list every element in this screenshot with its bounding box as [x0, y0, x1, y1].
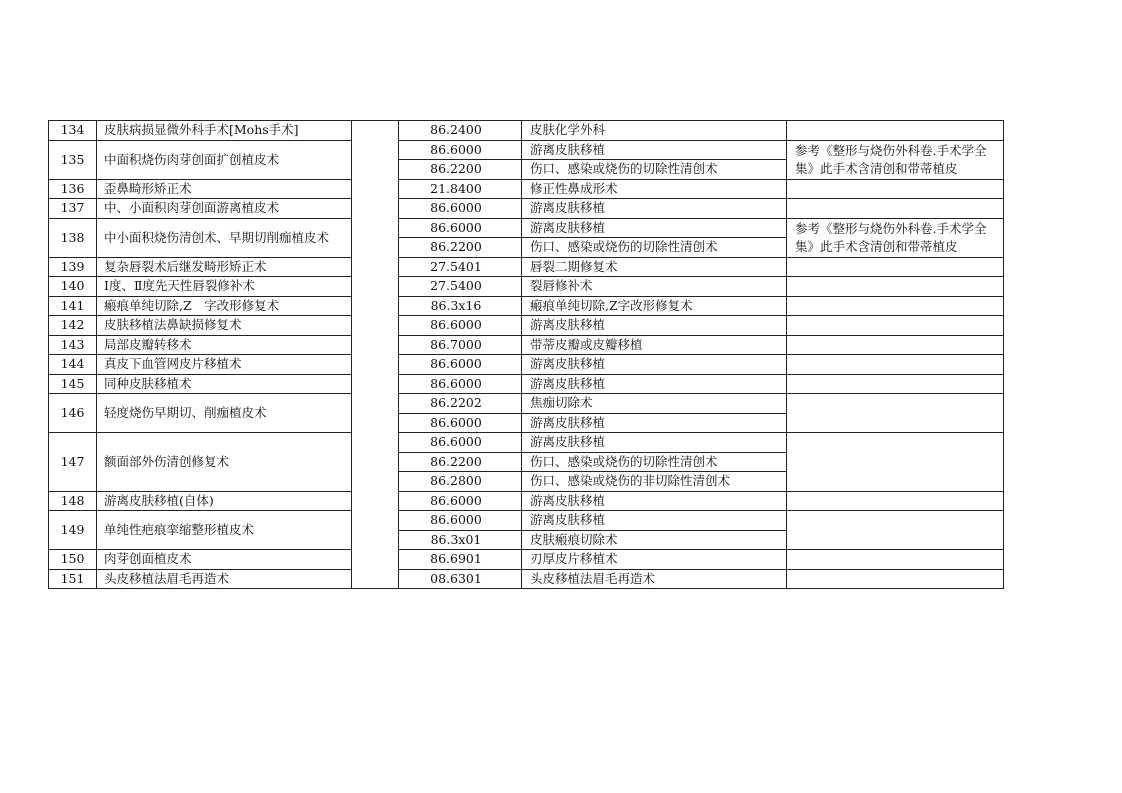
row-number: 143 [49, 335, 97, 355]
procedure-name: 同种皮肤移植术 [97, 374, 352, 394]
table-row [49, 218, 1004, 238]
row-number: 146 [49, 394, 97, 433]
icd-code: 27.5401 [399, 257, 522, 277]
icd-description: 游离皮肤移植 [522, 374, 787, 394]
remark [787, 550, 1004, 570]
table-row [49, 355, 1004, 375]
icd-code: 86.6000 [399, 316, 522, 336]
procedure-name: 额面部外伤清创修复术 [97, 433, 352, 492]
row-number: 148 [49, 491, 97, 511]
table-row [49, 511, 1004, 531]
table-row [49, 491, 1004, 511]
icd-code: 86.6000 [399, 374, 522, 394]
remark [787, 121, 1004, 141]
procedure-name: 真皮下血管网皮片移植术 [97, 355, 352, 375]
icd-code: 86.7000 [399, 335, 522, 355]
icd-code: 86.2200 [399, 452, 522, 472]
procedure-name: 复杂唇裂术后继发畸形矫正术 [97, 257, 352, 277]
icd-description: 伤口、感染或烧伤的切除性清创术 [522, 238, 787, 258]
row-number: 138 [49, 218, 97, 257]
table-row [49, 550, 1004, 570]
table-row [49, 179, 1004, 199]
icd-description: 游离皮肤移植 [522, 511, 787, 531]
icd-description: 头皮移植法眉毛再造术 [522, 569, 787, 589]
remark [787, 569, 1004, 589]
procedure-name: 游离皮肤移植(自体) [97, 491, 352, 511]
remark [787, 374, 1004, 394]
icd-description: 游离皮肤移植 [522, 199, 787, 219]
procedure-name: 皮肤移植法鼻缺损修复术 [97, 316, 352, 336]
icd-description: 皮肤化学外科 [522, 121, 787, 141]
procedure-name: Ⅰ度、Ⅱ度先天性唇裂修补术 [97, 277, 352, 297]
table-row [49, 374, 1004, 394]
icd-description: 游离皮肤移植 [522, 140, 787, 160]
row-number: 140 [49, 277, 97, 297]
procedure-name: 轻度烧伤早期切、削痂植皮术 [97, 394, 352, 433]
icd-code: 86.6000 [399, 218, 522, 238]
procedure-name: 中面积烧伤肉芽创面扩创植皮术 [97, 140, 352, 179]
row-number: 141 [49, 296, 97, 316]
table-row [49, 140, 1004, 160]
table-row [49, 316, 1004, 336]
procedure-name: 瘢痕单纯切除,Z 字改形修复术 [97, 296, 352, 316]
remark [787, 491, 1004, 511]
row-number: 139 [49, 257, 97, 277]
remark [787, 199, 1004, 219]
table-row [49, 296, 1004, 316]
row-number: 135 [49, 140, 97, 179]
icd-code: 86.6000 [399, 433, 522, 453]
table-row [49, 569, 1004, 589]
remark [787, 179, 1004, 199]
table-row [49, 433, 1004, 453]
icd-description: 修正性鼻成形术 [522, 179, 787, 199]
icd-code: 86.6000 [399, 413, 522, 433]
row-number: 149 [49, 511, 97, 550]
remark [787, 355, 1004, 375]
remark: 参考《整形与烧伤外科卷.手术学全集》此手术含清创和带蒂植皮 [787, 140, 1004, 179]
icd-description: 游离皮肤移植 [522, 433, 787, 453]
table-row [49, 277, 1004, 297]
icd-code: 86.3x01 [399, 530, 522, 550]
icd-description: 游离皮肤移植 [522, 413, 787, 433]
icd-code: 86.6000 [399, 355, 522, 375]
icd-code: 08.6301 [399, 569, 522, 589]
icd-code: 86.2202 [399, 394, 522, 414]
icd-description: 游离皮肤移植 [522, 218, 787, 238]
icd-code: 86.3x16 [399, 296, 522, 316]
icd-code: 21.8400 [399, 179, 522, 199]
procedure-name: 局部皮瓣转移术 [97, 335, 352, 355]
icd-description: 刃厚皮片移植术 [522, 550, 787, 570]
icd-description: 焦痂切除术 [522, 394, 787, 414]
procedure-name: 中小面积烧伤清创术、早期切削痂植皮术 [97, 218, 352, 257]
icd-code: 86.2400 [399, 121, 522, 141]
icd-code: 86.2200 [399, 160, 522, 180]
row-number: 137 [49, 199, 97, 219]
icd-description: 伤口、感染或烧伤的切除性清创术 [522, 452, 787, 472]
procedure-name: 中、小面积肉芽创面游离植皮术 [97, 199, 352, 219]
empty-column [352, 121, 399, 589]
procedure-name: 肉芽创面植皮术 [97, 550, 352, 570]
icd-description: 游离皮肤移植 [522, 316, 787, 336]
icd-description: 伤口、感染或烧伤的切除性清创术 [522, 160, 787, 180]
icd-description: 瘢痕单纯切除,Z字改形修复术 [522, 296, 787, 316]
table-row [49, 199, 1004, 219]
remark [787, 335, 1004, 355]
table-row [49, 121, 1004, 141]
icd-description: 带蒂皮瓣或皮瓣移植 [522, 335, 787, 355]
row-number: 147 [49, 433, 97, 492]
table-row [49, 335, 1004, 355]
row-number: 134 [49, 121, 97, 141]
remark [787, 394, 1004, 433]
procedure-name: 头皮移植法眉毛再造术 [97, 569, 352, 589]
procedure-name: 皮肤病损显微外科手术[Mohs手术] [97, 121, 352, 141]
remark [787, 511, 1004, 550]
icd-description: 伤口、感染或烧伤的非切除性清创术 [522, 472, 787, 492]
icd-code: 27.5400 [399, 277, 522, 297]
icd-code: 86.2200 [399, 238, 522, 258]
row-number: 151 [49, 569, 97, 589]
remark [787, 433, 1004, 492]
row-number: 144 [49, 355, 97, 375]
icd-code: 86.6901 [399, 550, 522, 570]
icd-code: 86.6000 [399, 511, 522, 531]
row-number: 150 [49, 550, 97, 570]
icd-description: 唇裂二期修复术 [522, 257, 787, 277]
icd-code: 86.6000 [399, 491, 522, 511]
row-number: 136 [49, 179, 97, 199]
remark: 参考《整形与烧伤外科卷.手术学全集》此手术含清创和带蒂植皮 [787, 218, 1004, 257]
remark [787, 257, 1004, 277]
table-row [49, 394, 1004, 414]
procedure-code-table [48, 120, 1004, 589]
table-body [49, 121, 1004, 589]
row-number: 145 [49, 374, 97, 394]
icd-code: 86.2800 [399, 472, 522, 492]
remark [787, 296, 1004, 316]
row-number: 142 [49, 316, 97, 336]
icd-code: 86.6000 [399, 140, 522, 160]
procedure-name: 单纯性疤痕挛缩整形植皮术 [97, 511, 352, 550]
table-row [49, 257, 1004, 277]
procedure-name: 歪鼻畸形矫正术 [97, 179, 352, 199]
icd-description: 皮肤瘢痕切除术 [522, 530, 787, 550]
icd-description: 游离皮肤移植 [522, 355, 787, 375]
icd-code: 86.6000 [399, 199, 522, 219]
icd-description: 裂唇修补术 [522, 277, 787, 297]
remark [787, 277, 1004, 297]
remark [787, 316, 1004, 336]
icd-description: 游离皮肤移植 [522, 491, 787, 511]
